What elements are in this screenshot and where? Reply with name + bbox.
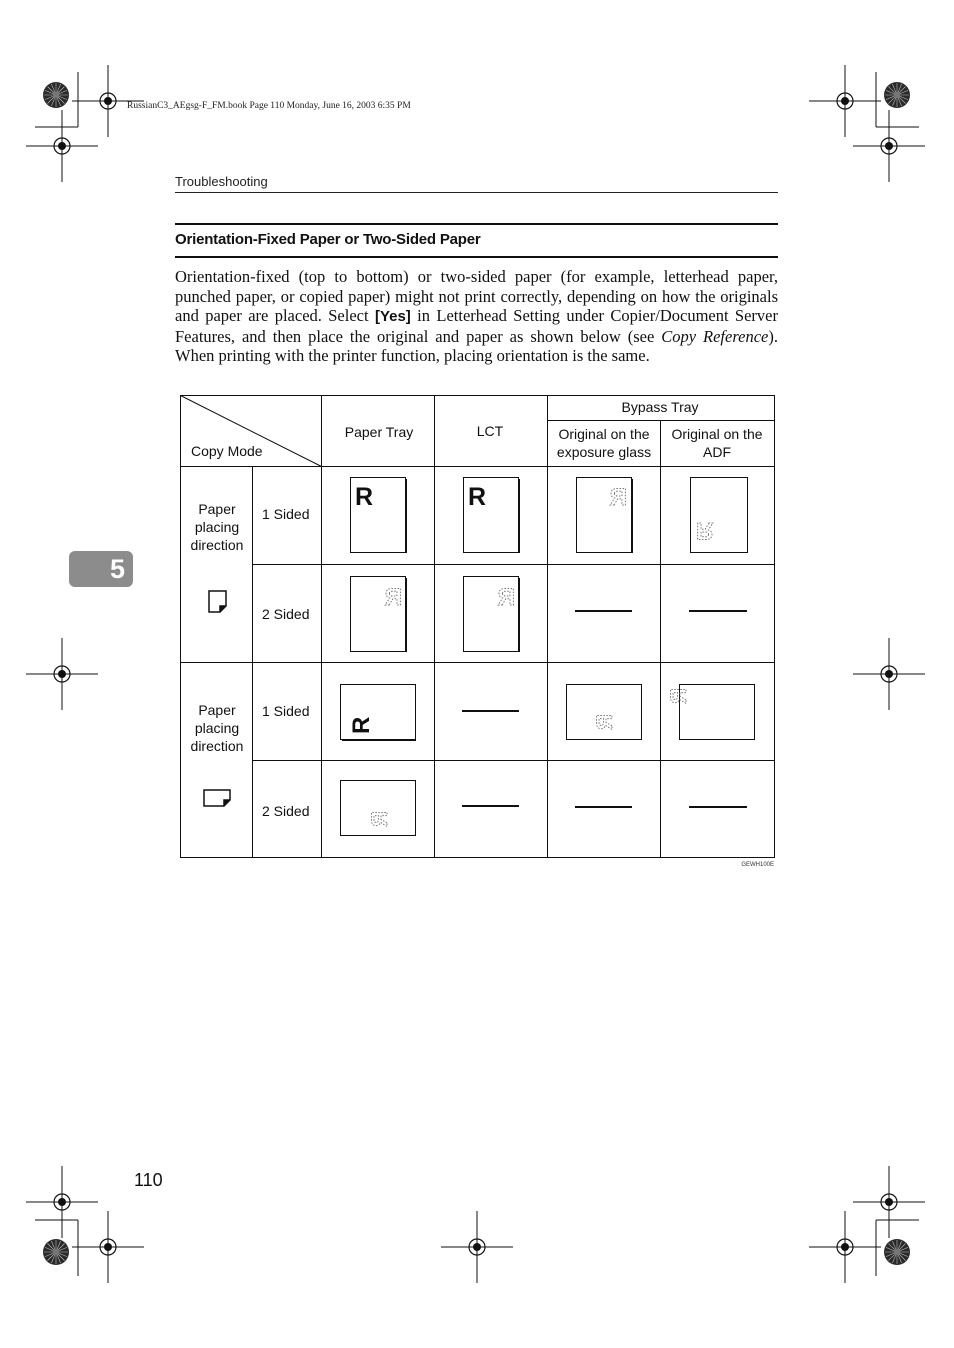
- color-target-icon: [43, 82, 69, 108]
- chapter-number: 5: [109, 554, 125, 584]
- letter-r-rotated: R: [348, 716, 375, 734]
- letter-r-mirrored: R: [497, 584, 515, 611]
- landscape-paper-icon: [204, 790, 230, 806]
- sheet-paper-tray-landscape-1sided: [341, 685, 417, 741]
- crosshair-icon: [26, 110, 98, 182]
- letter-r-flipped-rotated: R: [666, 688, 691, 704]
- registration-marks: [26, 65, 925, 1283]
- crosshair-icon: [26, 638, 98, 710]
- copy-mode-label: Copy Mode: [191, 443, 263, 459]
- paper-tray-header: Paper Tray: [344, 424, 414, 440]
- row-2sided-a: 2 Sided: [262, 606, 310, 622]
- crosshair-icon: [72, 1211, 144, 1283]
- crosshair-icon: [809, 65, 881, 137]
- crosshair-icon: [809, 1211, 881, 1283]
- color-target-icon: [43, 1239, 69, 1265]
- printer-slug: RussianC3_AEgsg-F_FM.book Page 110 Monday, June 16, 2003 6:35 PM: [127, 101, 411, 111]
- row-1sided-a: 1 Sided: [262, 506, 310, 522]
- sheet-paper-tray-landscape-2sided: [341, 781, 416, 836]
- letter-r-mirrored: R: [609, 484, 627, 511]
- group2-label-line3: direction: [190, 738, 244, 754]
- sheet-paper-tray-portrait-1sided: [351, 478, 407, 554]
- portrait-paper-icon: [209, 591, 226, 612]
- sheet-adf-landscape-1sided: [666, 685, 755, 740]
- lct-header: LCT: [476, 423, 504, 439]
- row-1sided-b: 1 Sided: [262, 703, 310, 719]
- adf-header-line2: ADF: [703, 444, 731, 460]
- yes-key-label: [Yes]: [374, 308, 411, 325]
- group1-label-line1: Paper: [198, 501, 236, 517]
- crosshair-icon: [26, 1166, 98, 1238]
- page-number: 110: [134, 1170, 163, 1190]
- group2-label-line1: Paper: [198, 702, 236, 718]
- copy-reference-link: Copy Reference: [661, 326, 769, 346]
- sheet-lct-portrait-1sided: [464, 478, 520, 554]
- letter-r-mirrored-rotated: R: [367, 811, 392, 827]
- letter-r-flipped: R: [696, 517, 714, 544]
- crosshair-icon: [72, 65, 144, 137]
- sheet-exposure-portrait-1sided: [577, 478, 633, 554]
- letter-r-solid: R: [355, 483, 374, 511]
- running-header: Troubleshooting: [175, 174, 268, 189]
- letter-r-mirrored-rotated: R: [592, 714, 617, 730]
- letter-r-mirrored: R: [384, 584, 402, 611]
- color-target-icon: [884, 82, 910, 108]
- bypass-tray-header: Bypass Tray: [621, 399, 699, 415]
- crosshair-icon: [441, 1211, 513, 1283]
- figure-code: GEWH100E: [741, 862, 774, 868]
- group1-label-line2: placing: [194, 519, 240, 535]
- section-title: Orientation-Fixed Paper or Two-Sided Paper: [175, 231, 481, 248]
- crosshair-icon: [853, 638, 925, 710]
- sheet-adf-portrait-1sided: [691, 478, 748, 553]
- group1-label-line3: direction: [190, 537, 244, 553]
- sheet-exposure-landscape-1sided: [567, 685, 642, 740]
- sheet-paper-tray-portrait-2sided: [351, 577, 407, 653]
- exposure-glass-header-line2: exposure glass: [556, 444, 652, 460]
- crosshair-icon: [853, 110, 925, 182]
- letter-r-solid: R: [468, 483, 487, 511]
- crosshair-icon: [853, 1166, 925, 1238]
- body-paragraph: Orientation-fixed (top to bottom) or two-sided paper (for example, letterhead paper, punched paper, or copied paper) might not print correctly, depending on how the originals and paper are placed. Select [Yes] in Letterhead Setting under Copier/Document Server Features, and then place the original and paper as shown below (see Copy Reference). When printing with the printer function, placing orientation is the same.: [175, 267, 778, 365]
- sheet-lct-portrait-2sided: [464, 577, 520, 653]
- color-target-icon: [884, 1239, 910, 1265]
- adf-header-line1: Original on the: [671, 426, 763, 442]
- exposure-glass-header-line1: Original on the: [558, 426, 650, 442]
- group2-label-line2: placing: [194, 720, 240, 736]
- row-2sided-b: 2 Sided: [262, 803, 310, 819]
